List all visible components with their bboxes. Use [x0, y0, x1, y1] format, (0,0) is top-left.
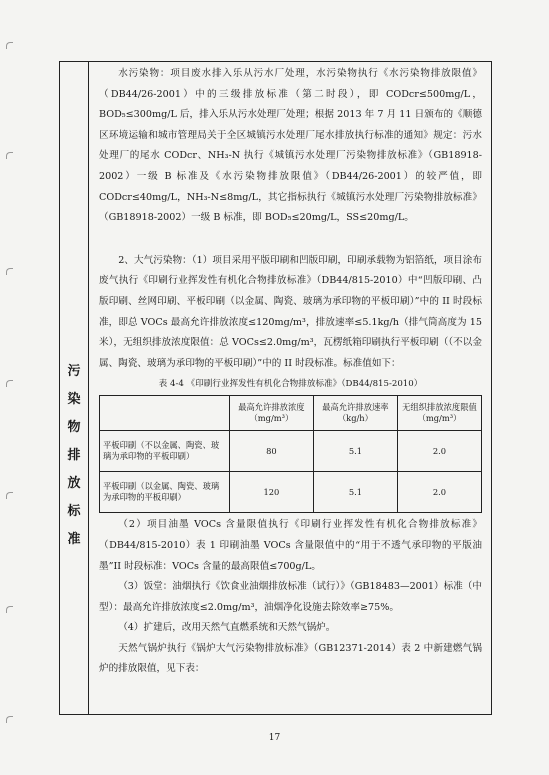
table-row: [100, 472, 482, 513]
header-cell: 最高允许排放速率（kg/h）: [313, 396, 397, 431]
canteen-paragraph: （3）饭堂：油烟执行《饮食业油烟排放标准（试行）》（GB18483—2001）标准（中型）：最高允许排放浓度≤2.0mg/m³，油烟净化设施去除效率≥75%。: [99, 581, 482, 613]
table-cell: 5.1: [313, 431, 397, 472]
boiler-paragraph: 天然气锅炉执行《锅炉大气污染物排放标准》（GB12371-2014）表 2 中新建燃气锅炉的排放限值，见下表：: [99, 642, 482, 675]
sidebar: [60, 62, 89, 714]
binding-mark: [6, 152, 13, 159]
row-name: 平板印刷（以金属、陶瓷、玻璃为承印物的平板印刷）: [100, 472, 230, 513]
page-number: 17: [268, 733, 281, 743]
binding-mark: [6, 492, 13, 499]
table-caption: 表 4-4 《印刷行业挥发性有机化合物排放标准》（DB44/815-2010）: [158, 379, 423, 390]
header-cell: [100, 396, 230, 431]
expansion-paragraph: （4）扩建后，改用天然气直燃系统和天然气锅炉。: [118, 622, 336, 634]
sidebar-label: 污 染 物 排 放 标 准: [67, 364, 81, 547]
binding-mark: [6, 268, 13, 275]
spacer: [99, 229, 482, 251]
table-row: [100, 431, 482, 472]
emission-table: [99, 395, 482, 513]
table-cell: 5.1: [313, 472, 397, 513]
table-cell: 120: [229, 472, 313, 513]
binding-mark: [6, 42, 13, 49]
ink-paragraph: （2）项目油墨 VOCs 含量限值执行《印刷行业挥发性有机化合物排放标准》（DB44/815-2010）表 1 印刷油墨 VOCs 含量限值中的“用于不透气承印物的平版油墨”II 时段标准：VOCs 含量的最高限值≤700g/L。: [99, 519, 482, 572]
binding-mark: [6, 380, 13, 387]
binding-mark: [6, 716, 13, 723]
header-cell: 最高允许排放浓度（mg/m³）: [229, 396, 313, 431]
header-cell: 无组织排放浓度限值（mg/m³）: [397, 396, 481, 431]
table-cell: 2.0: [397, 472, 481, 513]
row-name: 平板印刷（不以金属、陶瓷、玻璃为承印物的平板印刷）: [100, 431, 230, 472]
water-paragraph: 水污染物：项目废水排入乐从污水厂处理，水污染物执行《水污染物排放限值》（DB44/26-2001）中的三级排放标准（第二时段），即 CODcr≤500mg/L，BOD₅≤300mg/L 后，排入乐从污水处理厂处理；根据 2013 年 7 月 11 日颁布的《顺德区环境运输和城市管理局关于全区城镇污水处理厂尾水排放执行标准的通知》规定：污水处理厂的尾水 CODcr、NH₃-N 执行《城镇污水处理厂污染物排放标准》（GB18918-2002）一级 B 标准及《水污染物排放限值》（DB44/26-2001）的较严值，即 CODcr≤40mg/L，NH₃-N≤8mg/L，其它指标执行《城镇污水处理厂污染物排放标准》（GB18918-2002）一级 B 标准，即 BOD₅≤20mg/L，SS≤20mg/L。: [99, 68, 482, 224]
binding-mark: [6, 606, 13, 613]
standards-frame: [59, 61, 492, 715]
table-cell: 2.0: [397, 431, 481, 472]
content-cell: [90, 62, 492, 714]
table-header-row: [100, 396, 482, 431]
table-cell: 80: [229, 431, 313, 472]
air-paragraph: 2、大气污染物：（1）项目采用平版印刷和凹版印刷，印刷承载物为铝箔纸，项目涂布废气执行《印刷行业挥发性有机化合物排放标准》（DB44/815-2010）中“凹版印刷、凸版印刷、丝网印刷、平板印刷（以金属、陶瓷、玻璃为承印物的平板印刷）”中的 II 时段标准，即总 VOCs 最高允许排放浓度≤120mg/m³，排放速率≤5.1kg/h（排气筒高度为 15 米），无组织排放浓度限值：总 VOCs≤2.0mg/m³，瓦楞纸箱印刷执行平板印刷（（不以金属、陶瓷、玻璃为承印物的平板印刷）”中的 II 时段标准。标准值如下：: [99, 254, 482, 369]
